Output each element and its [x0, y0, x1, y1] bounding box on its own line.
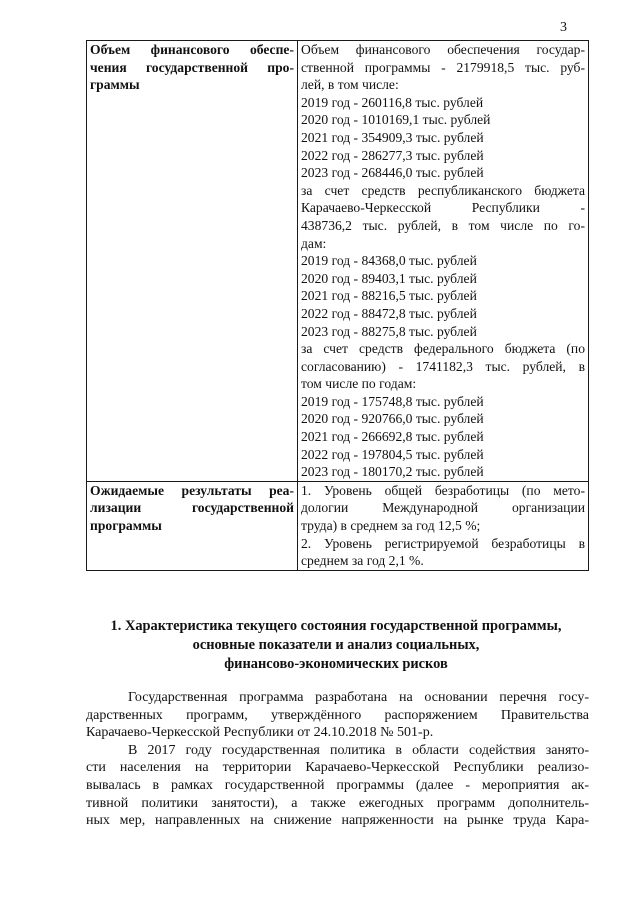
- funding-value-line: 2023 год - 180170,2 тыс. рублей: [301, 464, 484, 480]
- funding-value-line: за счет средств республиканского бюджета: [301, 182, 585, 198]
- table-row-funding: [87, 41, 589, 482]
- funding-value-line: 2019 год - 175748,8 тыс. рублей: [301, 393, 484, 409]
- funding-label-cell: [87, 41, 298, 482]
- results-label-line: Ожидаемые результаты реа-: [90, 482, 294, 498]
- funding-value-line: ственной программы - 2179918,5 тыс. руб-: [301, 59, 585, 75]
- page-number: 3: [560, 20, 567, 35]
- funding-label-line: граммы: [90, 77, 140, 93]
- section-heading-line: 1. Характеристика текущего состояния государственной программы,: [110, 618, 562, 634]
- paragraph-line: дарственных программ, утверждённого распоряжением Правительства: [86, 707, 589, 723]
- funding-label-line: Объем финансового обеспе-: [90, 42, 294, 57]
- funding-value-line: 2021 год - 266692,8 тыс. рублей: [301, 429, 484, 445]
- paragraph-line: вывалась в рамках государственной программы (далее - мероприятия ак-: [86, 777, 589, 793]
- paragraph-line: Государственная программа разработана на основании перечня госу-: [128, 690, 589, 705]
- results-label-cell: [87, 481, 298, 570]
- results-value-line: дологии Международной организации: [301, 500, 585, 516]
- funding-value-line: Объем финансового обеспечения государ-: [301, 42, 585, 57]
- funding-value-line: том числе по годам:: [301, 376, 417, 392]
- funding-value-line: 2022 год - 197804,5 тыс. рублей: [301, 446, 484, 462]
- paragraph-1: [86, 689, 589, 742]
- funding-value-line: 2022 год - 286277,3 тыс. рублей: [301, 147, 484, 163]
- funding-value-line: согласованию) - 1741182,3 тыс. рублей, в: [301, 358, 585, 374]
- funding-value-line: 2020 год - 89403,1 тыс. рублей: [301, 270, 477, 286]
- results-label-line: лизации государственной: [90, 500, 294, 516]
- paragraph-2: [86, 742, 589, 830]
- body-text: [86, 689, 589, 830]
- funding-value-line: 2022 год - 88472,8 тыс. рублей: [301, 305, 477, 321]
- table-row-expected-results: [87, 481, 589, 570]
- section-heading-line: финансово-экономических рисков: [224, 656, 448, 672]
- funding-value-cell: [298, 41, 589, 482]
- funding-label-line: чения государственной про-: [90, 59, 294, 75]
- funding-value-line: 2021 год - 88216,5 тыс. рублей: [301, 288, 477, 304]
- paragraph-line: Карачаево-Черкесской Республики от 24.10.2018 № 501-р.: [86, 725, 434, 741]
- results-value-cell: [298, 481, 589, 570]
- funding-value-line: 2020 год - 1010169,1 тыс. рублей: [301, 112, 491, 128]
- funding-value-line: 2019 год - 84368,0 тыс. рублей: [301, 253, 477, 269]
- funding-value-line: 2023 год - 268446,0 тыс. рублей: [301, 165, 484, 181]
- program-passport-table: [86, 40, 589, 571]
- funding-value-line: 2020 год - 920766,0 тыс. рублей: [301, 411, 484, 427]
- funding-value-line: дам:: [301, 235, 327, 251]
- funding-value-line: 438736,2 тыс. рублей, в том числе по го-: [301, 217, 585, 233]
- funding-value-line: лей, в том числе:: [301, 77, 399, 93]
- paragraph-line: ных мер, направленных на снижение напряженности на рынке труда Кара-: [86, 813, 589, 829]
- paragraph-line: сти населения на территории Карачаево-Черкесской Республики реализо-: [86, 760, 589, 776]
- results-value-line: 2. Уровень регистрируемой безработицы в: [301, 535, 585, 551]
- results-label-line: программы: [90, 518, 162, 534]
- results-value-line: среднем за год 2,1 %.: [301, 553, 424, 569]
- funding-value-line: 2019 год - 260116,8 тыс. рублей: [301, 94, 484, 110]
- results-value-line: труда) в среднем за год 12,5 %;: [301, 518, 481, 534]
- section-heading-line: основные показатели и анализ социальных,: [192, 637, 480, 653]
- funding-value-line: за счет средств федерального бюджета (по: [301, 341, 585, 357]
- funding-value-line: 2023 год - 88275,8 тыс. рублей: [301, 323, 477, 339]
- paragraph-line: В 2017 году государственная политика в области содействия занято-: [128, 742, 589, 758]
- results-value-line: 1. Уровень общей безработицы (по мето-: [301, 482, 585, 498]
- paragraph-line: тивной политики занятости), а также ежегодных программ дополнитель-: [86, 795, 589, 811]
- funding-value-line: 2021 год - 354909,3 тыс. рублей: [301, 129, 484, 145]
- section-heading: [60, 617, 612, 674]
- funding-value-line: Карачаево-Черкесской Республики -: [301, 200, 585, 216]
